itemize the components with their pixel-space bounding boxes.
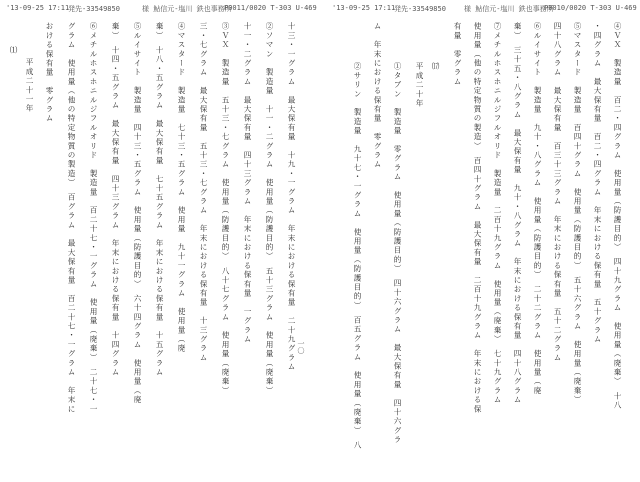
text-column: 棄） 十八・五グラム 最大保有量 七十五グラム 年末における保有量 十五グラム [155,22,164,377]
fax-page-info: P0011/0020 T-303 U-469 [224,4,317,12]
section-number: ⒄ [431,62,440,72]
text-column: ④マスタード 製造量 七十三・五グラム 使用量 九十一グラム 使用量（廃 [177,22,186,354]
fax-page-info: P0010/0020 T-303 U-469 [544,4,637,12]
text-column: ⑦メチルホスホニルジフルオリド 製造量 二百十九グラム 使用量（廃棄） 七十九グラム [493,22,502,405]
text-column: グラム 使用量（他の特定物質の製造） 百グラム 最大保有量 百二十七・一グラム 年末に [67,22,76,414]
fax-sender-id: 発先-33549850 [394,5,446,13]
text-column: ・四グラム 最大保有量 百二・四グラム 年末における保有量 五十グラム [593,22,602,344]
fax-office: 様 鮎信元-塩川 鉄也事務所 [142,5,232,13]
text-column: ③ＶＸ 製造量 五十三・七グラム 使用量（防護目的） 八十七グラム 使用量（廃棄） [221,22,230,396]
text-column: ①タブン 製造量 零グラム 使用量（防護目的） 四十六グラム 最大保有量 四十六グラ [393,62,402,445]
page-number: 一〇 [297,340,305,354]
text-column: ②ソマン 製造量 十一・二グラム 使用量（防護目的） 五十三グラム 使用量（廃棄） [265,22,274,396]
text-column: 四十八グラム 最大保有量 百三十三グラム 年末における保有量 五十二グラム [553,22,562,363]
text-column: 有量 零グラム [453,22,462,87]
document-page-left [4,22,312,442]
document-page-right [330,22,636,450]
text-column: ⑤マスタード 製造量 百四十グラム 使用量（防護目的） 五十六グラム 使用量（廃棄） [573,22,582,405]
text-column: 棄） 十四・五グラム 最大保有量 四十三グラム 年末における保有量 十四グラム [111,22,120,377]
text-column: 三・七グラム 最大保有量 五十三・七グラム 年末における保有量 十三グラム [199,22,208,363]
text-column: ム 年末における保有量 零グラム [373,22,382,170]
fax-sender-id: 発先-33549850 [68,5,120,13]
text-column: 棄） 三十五・八グラム 最大保有量 九十・八グラム 年末における保有量 四十八グラム [513,22,522,405]
fax-time: '13-09-25 17:11 [6,4,70,12]
fax-header-right [332,4,637,18]
text-column: ④ＶＸ 製造量 百二・四グラム 使用量（防護目的） 四十九グラム 使用量（廃棄） 十八 [613,22,622,410]
fax-office: 様 鮎信元-塩川 鉄也事務所 [464,5,554,13]
era-heading: 平成二十年 [415,62,424,108]
text-column: ⑥メチルホスホニルジフルオリド 製造量 百二十七・一グラム 使用量（廃棄） 二十七・一 [89,22,98,414]
text-column: おける保有量 零グラム [45,22,54,124]
section-number: ⑴ [9,46,18,56]
text-column: 使用量（他の特定物質の製造） 百四十グラム 最大保有量 二百十九グラム 年末における保 [473,22,482,414]
text-column: 十三・一グラム 最大保有量 十九・一グラム 年末における保有量 二十九グラム [287,22,296,372]
text-column: ②サリン 製造量 九十七・一グラム 使用量（防護目的） 百五グラム 使用量（廃棄） 八 [353,62,362,450]
text-column: 十一・二グラム 最大保有量 四十三グラム 年末における保有量 一グラム [243,22,252,344]
fax-header-left [6,4,317,18]
era-heading: 平成二十一年 [25,58,34,114]
fax-time: '13-09-25 17:11 [332,4,396,12]
text-column: ⑤ルイサイト 製造量 四十三・五グラム 使用量（防護目的） 六十四グラム 使用量（廃 [133,22,142,405]
text-column: ⑥ルイサイト 製造量 九十・八グラム 使用量（防護目的） 二十二グラム 使用量（廃 [533,22,542,396]
